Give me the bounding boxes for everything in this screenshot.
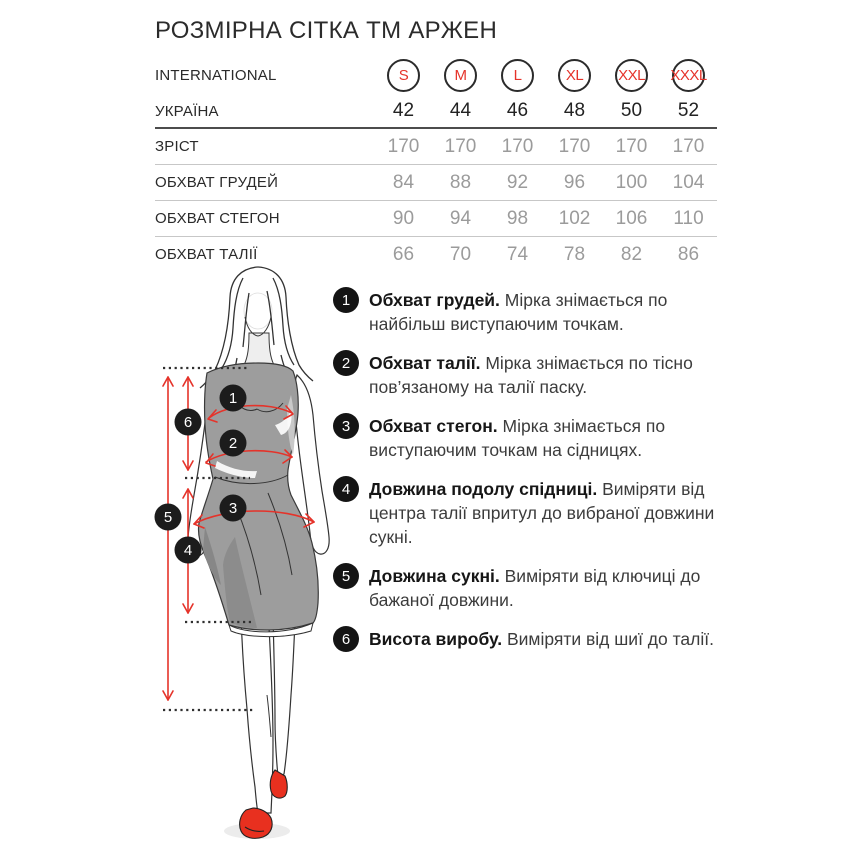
measurement-text — [369, 627, 721, 651]
cell-value: 170 — [558, 135, 591, 157]
figure-badge-5 — [155, 504, 182, 531]
measurement-item — [333, 627, 733, 652]
measurement-term: Висота виробу. — [369, 629, 503, 649]
cell-value: 90 — [392, 207, 415, 229]
cell-value: 94 — [449, 207, 472, 229]
cell-value: 84 — [392, 171, 415, 193]
row-label-international: INTERNATIONAL — [155, 66, 277, 84]
ukraine-size-value: 50 — [620, 100, 643, 121]
cell-value: 170 — [615, 135, 648, 157]
cell-value: 102 — [558, 207, 591, 229]
ukraine-size-value: 42 — [392, 100, 415, 121]
measurement-item — [333, 351, 733, 399]
row-international — [155, 55, 717, 95]
ukraine-size-value: 44 — [449, 100, 472, 121]
measurement-term: Довжина сукні. — [369, 566, 500, 586]
svg-text:2: 2 — [228, 435, 238, 452]
size-cell — [489, 59, 546, 92]
svg-text:1: 1 — [228, 390, 238, 407]
measurement-term: Обхват талії. — [369, 353, 481, 373]
dress-length-arrow — [163, 377, 173, 700]
size-badge-XXXL: XXXL — [672, 59, 705, 92]
size-cell — [432, 59, 489, 92]
size-cell — [546, 59, 603, 92]
measurement-description: Виміряти від центра талії впритул до вибраної довжини сукні. — [369, 479, 715, 547]
cell-value: 74 — [506, 243, 529, 265]
measurement-number-badge: 6 — [333, 626, 359, 652]
figure-badge-4 — [175, 537, 202, 564]
cell-value: 106 — [615, 207, 648, 229]
figure-badge-3 — [220, 495, 247, 522]
ukraine-size-value: 46 — [506, 100, 529, 121]
measurement-description: Виміряти від ключиці до бажаної довжини. — [369, 566, 701, 610]
cell-value: 66 — [392, 243, 415, 265]
ukraine-size-value: 48 — [563, 100, 586, 121]
table-row — [155, 200, 717, 236]
measurement-legend — [333, 288, 733, 652]
size-badge-XXL: XXL — [615, 59, 648, 92]
size-cell — [660, 59, 717, 92]
measurement-number-badge: 5 — [333, 563, 359, 589]
row-ukraine — [155, 95, 717, 127]
cell-value: 110 — [673, 207, 704, 229]
svg-text:6: 6 — [183, 414, 193, 431]
size-cell — [375, 59, 432, 92]
figure-badge-2 — [220, 430, 247, 457]
row-label-ukraine: УКРАЇНА — [155, 102, 219, 120]
cell-value: 96 — [563, 171, 586, 193]
svg-text:3: 3 — [228, 500, 238, 517]
size-badge-M: M — [444, 59, 477, 92]
cell-value: 70 — [449, 243, 472, 265]
row-label: ЗРІСТ — [155, 138, 199, 155]
cell-value: 86 — [677, 243, 700, 265]
measurement-text — [369, 414, 721, 462]
table-row — [155, 129, 717, 164]
measurement-number-badge: 1 — [333, 287, 359, 313]
cell-value: 170 — [387, 135, 420, 157]
measurement-text — [369, 477, 721, 549]
cell-value: 170 — [444, 135, 477, 157]
cell-value: 98 — [506, 207, 529, 229]
row-label: ОБХВАТ ТАЛІЇ — [155, 246, 258, 263]
table-row — [155, 164, 717, 200]
measurement-item — [333, 288, 733, 336]
page-title: РОЗМІРНА СІТКА ТМ АРЖЕН — [155, 17, 498, 44]
row-label: ОБХВАТ СТЕГОН — [155, 210, 280, 227]
measurement-text — [369, 564, 721, 612]
measurement-description: Виміряти від шиї до талії. — [506, 629, 714, 649]
measurement-item — [333, 414, 733, 462]
measurement-item — [333, 477, 733, 549]
svg-text:5: 5 — [163, 509, 173, 526]
svg-text:4: 4 — [183, 542, 193, 559]
figure-illustration — [145, 265, 340, 850]
cell-value: 100 — [615, 171, 648, 193]
measurement-term: Обхват стегон. — [369, 416, 498, 436]
size-badge-S: S — [387, 59, 420, 92]
size-badge-L: L — [501, 59, 534, 92]
measurement-number-badge: 3 — [333, 413, 359, 439]
measurement-description: Мірка знімається по тісно пов’язаному на талії паску. — [369, 353, 693, 397]
measurement-term: Довжина подолу спідниці. — [369, 479, 598, 499]
size-badge-XL: XL — [558, 59, 591, 92]
size-table — [155, 55, 717, 272]
ukraine-size-value: 52 — [677, 100, 700, 121]
woman-measurement-diagram — [145, 265, 340, 850]
measurement-number-badge: 4 — [333, 476, 359, 502]
cell-value: 104 — [672, 171, 705, 193]
cell-value: 88 — [449, 171, 472, 193]
measurement-item — [333, 564, 733, 612]
measurement-text — [369, 288, 721, 336]
measurement-description: Мірка знімається по виступаючим точкам на сідницях. — [369, 416, 666, 460]
row-label: ОБХВАТ ГРУДЕЙ — [155, 174, 279, 191]
measurement-term: Обхват грудей. — [369, 290, 500, 310]
figure-badge-6 — [175, 409, 202, 436]
cell-value: 170 — [672, 135, 705, 157]
cell-value: 92 — [506, 171, 529, 193]
size-cell — [603, 59, 660, 92]
measurement-text — [369, 351, 721, 399]
table-body — [155, 127, 717, 272]
cell-value: 170 — [501, 135, 534, 157]
figure-badge-1 — [220, 385, 247, 412]
measurement-description: Мірка знімається по найбільш виступаючим точкам. — [369, 290, 668, 334]
measurement-number-badge: 2 — [333, 350, 359, 376]
cell-value: 82 — [620, 243, 643, 265]
cell-value: 78 — [563, 243, 586, 265]
